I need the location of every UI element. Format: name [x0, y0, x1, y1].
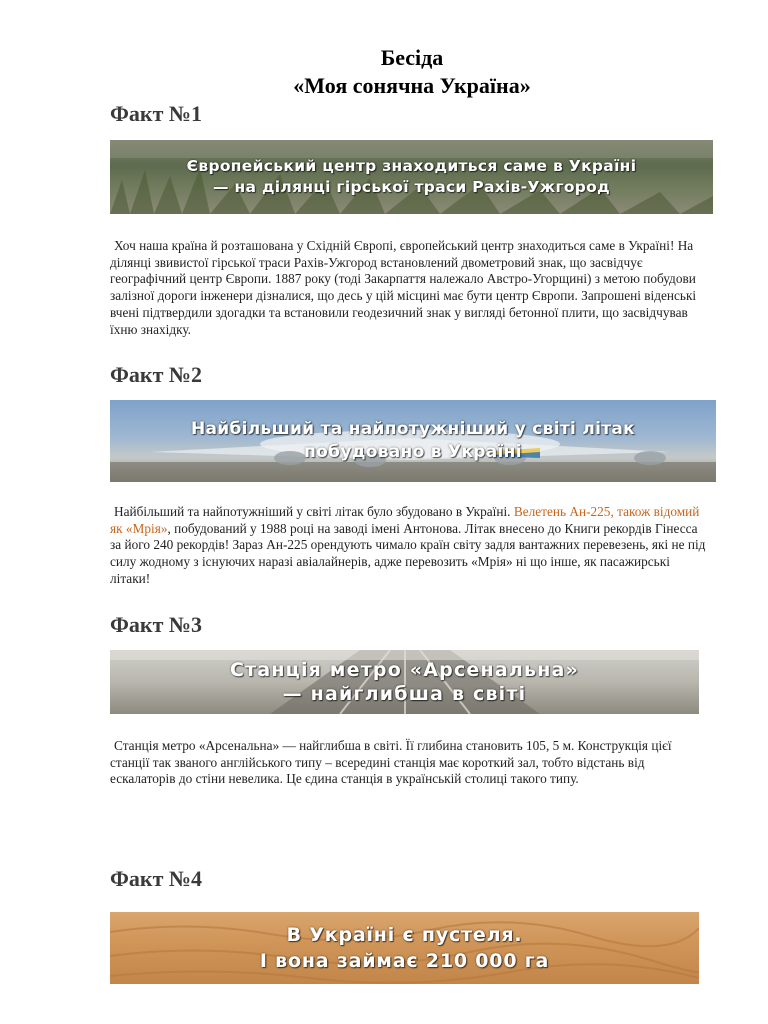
fact-3-heading: Факт №3 [110, 612, 202, 637]
fact-4-banner-image [110, 912, 699, 984]
title-line-1: Бесіда [380, 45, 444, 70]
title-line-2: «Моя сонячна Україна» [293, 73, 531, 98]
page-title [110, 44, 714, 100]
fact-2-heading: Факт №2 [110, 362, 202, 387]
fact-1-banner-image [110, 140, 713, 214]
fact-2-highlight-link[interactable]: Велетень Ан-225, також відомий як «Мрія» [110, 504, 700, 536]
fact-3-banner-image [110, 650, 699, 714]
fact-2-banner-image [110, 400, 716, 482]
fact-1-banner-text: Європейський центр знаходиться саме в Україні — на ділянці гірської траси Рахів-Ужгород [186, 157, 637, 196]
fact-2-paragraph [110, 504, 710, 588]
fact-2-banner-text: Найбільший та найпотужніший у світі літак побудовано в Україні [190, 419, 636, 462]
fact-3-banner-text: Станція метро «Арсенальна» — найглибша в світі [229, 659, 580, 705]
fact-1-heading: Факт №1 [110, 101, 202, 126]
fact-2-text-start: Найбільший та найпотужніший у світі літак було збудовано в Україні. [114, 504, 514, 519]
fact-4-heading: Факт №4 [110, 866, 202, 891]
fact-4-banner-text: В Україні є пустеля. І вона займає 210 000 га [259, 924, 550, 972]
fact-2-text-end: , побудований у 1988 році на заводі імені Антонова. Літак внесено до Книги рекордів Гінесса за його 240 рекордів! Зараз Ан-225 орендують чимало країн світу задля вантажних перевезень, які не під силу жодному з існуючих наразі авіалайнерів, адже перевозить «Мрія» ні що інше, як пасажирські літаки! [110, 520, 706, 586]
fact-1-paragraph: Хоч наша країна й розташована у Східній Європі, європейський центр знаходиться саме в Україні! На ділянці звивистої гірської траси Рахів-Ужгород встановлений двометровий знак, що засвідчує географічний центр Європи. 1887 року (тоді Закарпаття належало Австро-Угорщині) з метою побудови залізної дороги інженери дізналися, що десь у цій місцині має бути центр Європи. Запрошені віденські вчені підтвердили здогадки та встановили геодезичний знак у вигляді бетонної плити, що засвідчував їхню знахідку. [110, 238, 697, 337]
fact-3-paragraph: Станція метро «Арсенальна» — найглибша в світі. Її глибина становить 105, 5 м. Конструкція цієї станції так званого англійського типу – всередині станція має короткий зал, тобто відстань від ескалаторів до стіни невелика. Це єдина станція в українській столиці такого типу. [110, 738, 672, 787]
